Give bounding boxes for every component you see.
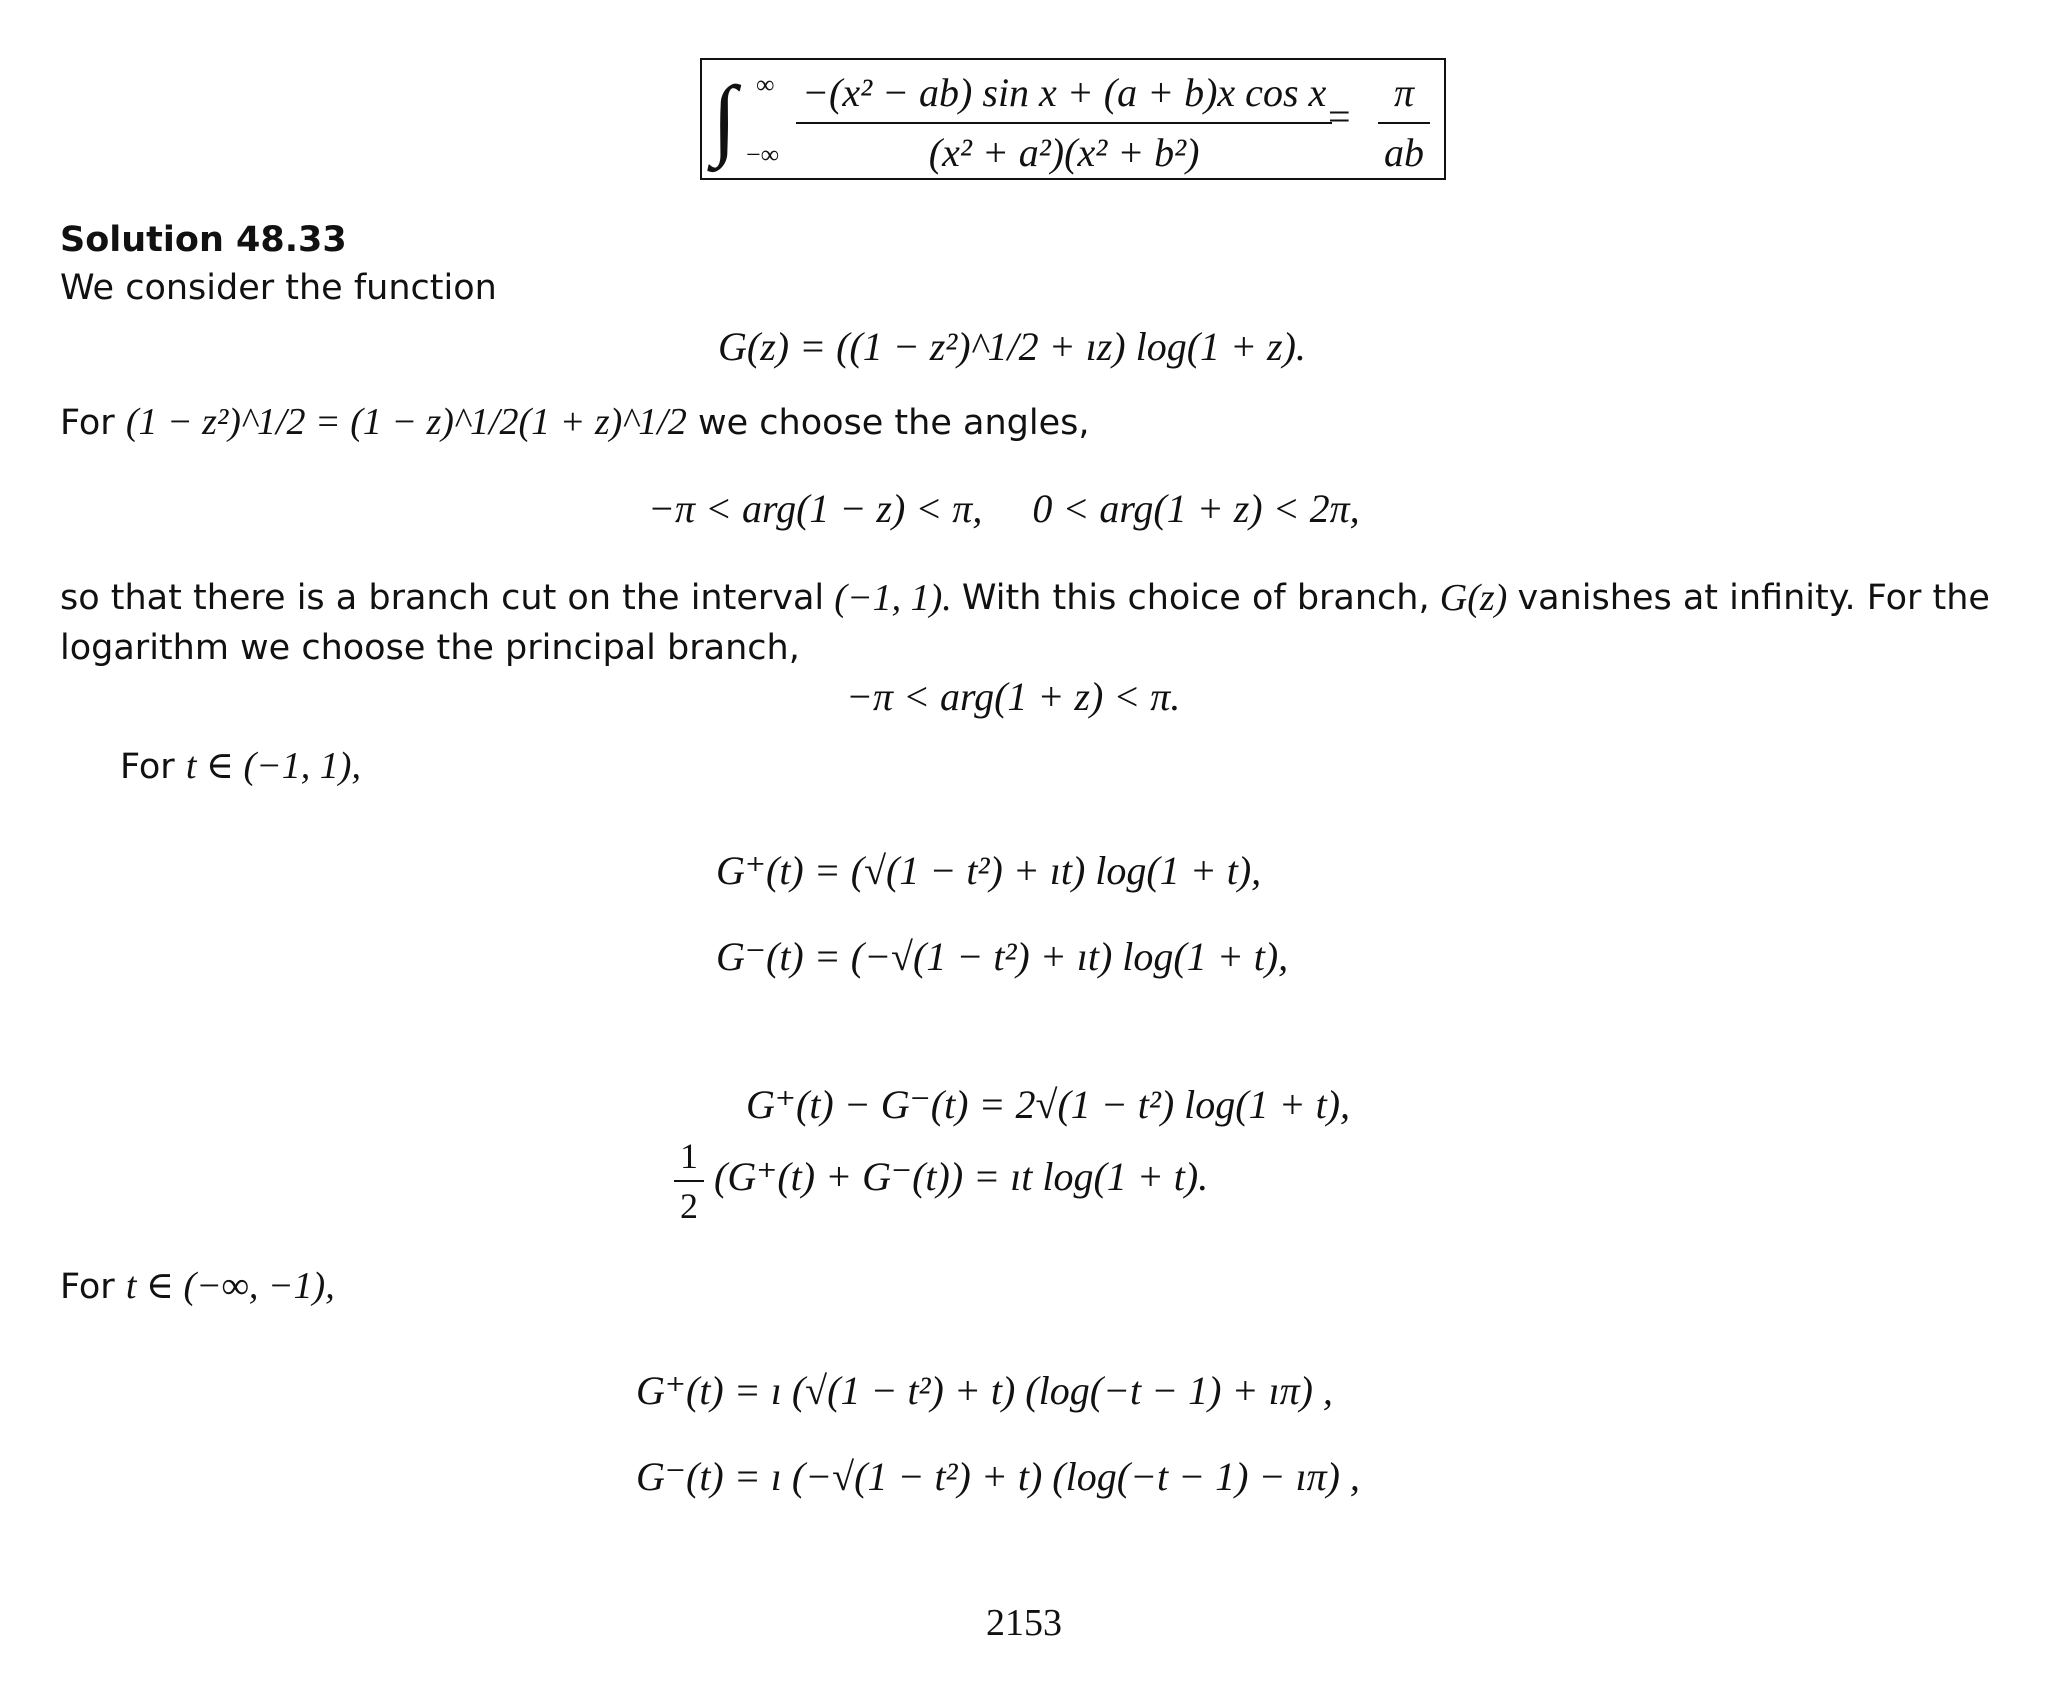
lower-limit: −∞: [746, 140, 780, 169]
rhs-numerator: π: [1393, 70, 1415, 115]
sum-expression: (G⁺(t) + G⁻(t)) = ıt log(1 + t).: [714, 1154, 1209, 1200]
intro-text: We consider the function: [60, 268, 497, 308]
equation-principal-branch: −π < arg(1 + z) < π.: [846, 674, 1181, 719]
upper-limit: ∞: [756, 70, 775, 99]
branch-text-1c: vanishes at infinity. For the: [1517, 578, 1990, 618]
case1-prefix: For: [120, 747, 175, 787]
integral-sign-icon: ∫: [712, 69, 737, 168]
branch-text-1m: (−1, 1).: [834, 577, 952, 619]
equation-gplus-case2: G⁺(t) = ı (√(1 − t²) + t) (log(−t − 1) + ıπ) ,: [636, 1368, 1333, 1413]
case1-math: t ∈ (−1, 1),: [185, 745, 361, 787]
integrand-numerator: −(x² − ab) sin x + (a + b)x cos x: [802, 70, 1327, 115]
equation-gminus-case1: G⁻(t) = (−√(1 − t²) + ıt) log(1 + t),: [716, 934, 1289, 979]
case2-math: t ∈ (−∞, −1),: [125, 1265, 335, 1307]
equation-angles: −π < arg(1 − z) < π, 0 < arg(1 + z) < 2π,: [648, 486, 1360, 531]
branch-text-1a: so that there is a branch cut on the interval: [60, 578, 825, 618]
branch-text-line-2: logarithm we choose the principal branch,: [60, 628, 800, 668]
equation-gminus-case2: G⁻(t) = ı (−√(1 − t²) + t) (log(−t − 1) − ıπ) ,: [636, 1454, 1360, 1499]
section-heading: Solution 48.33: [60, 220, 347, 260]
branch-text-1g: G(z): [1439, 577, 1508, 619]
angles-math: (1 − z²)^1/2 = (1 − z)^1/2(1 + z)^1/2: [125, 401, 687, 443]
branch-text-line-1: [60, 574, 1990, 622]
page-number: 2153: [986, 1602, 1062, 1644]
equation-half-sum: [674, 1136, 1208, 1226]
integrand-denominator: (x² + a²)(x² + b²): [796, 122, 1332, 178]
equation-gplus-case1: G⁺(t) = (√(1 − t²) + ıt) log(1 + t),: [716, 848, 1262, 893]
angles-suffix: we choose the angles,: [698, 403, 1090, 443]
half-numerator: 1: [680, 1136, 698, 1176]
boxed-equation: ∫ ∞ −∞ $\frac{\text{−(x² − ab) sin x + (a + b)x cos x}}{\text{(x² + a²)(x² + b²)}}$ = $\frac{\pi}{ab}$: [700, 58, 1446, 180]
rhs-denominator: ab: [1378, 122, 1430, 178]
angles-sentence: [60, 398, 1089, 447]
angles-prefix: For: [60, 403, 115, 443]
case2-sentence: [60, 1262, 335, 1311]
case2-prefix: For: [60, 1267, 115, 1307]
half-denominator: 2: [674, 1180, 704, 1226]
branch-text-1b: With this choice of branch,: [961, 578, 1430, 618]
equation-g-definition: G(z) = ((1 − z²)^1/2 + ız) log(1 + z).: [718, 324, 1306, 369]
case1-sentence: [120, 742, 361, 791]
equation-difference: G⁺(t) − G⁻(t) = 2√(1 − t²) log(1 + t),: [746, 1082, 1351, 1127]
